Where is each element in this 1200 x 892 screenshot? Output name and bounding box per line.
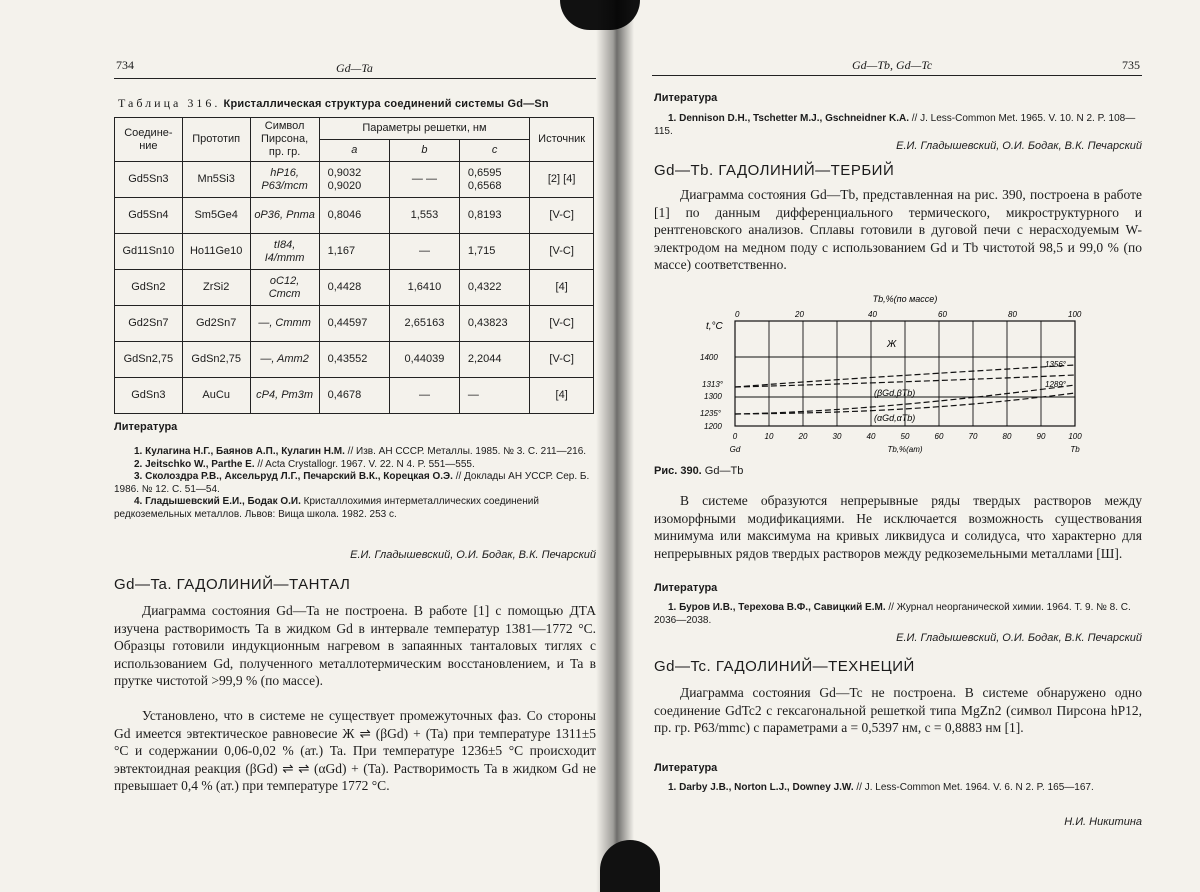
authors: Е.И. Гладышевский, О.И. Бодак, В.К. Печарский [350,549,596,561]
y-axis-label: t,°C [706,321,723,332]
bottom-tick: 30 [832,432,842,441]
reference-author: 1. Dennison D.H., Tschetter M.J., Gschneidner K.A. [668,113,909,124]
authors: Н.И. Никитина [1064,816,1142,828]
cell-b: 1,6410 [390,270,460,306]
cell-c: — [459,378,529,414]
cell-source: [4] [530,378,594,414]
cell-compound: Gd2Sn7 [115,306,183,342]
reference-author: 3. Сколоздра Р.В., Аксельруд Л.Г., Печарский В.К., Корецкая О.Э. [134,471,453,482]
y-tick: 1200 [704,422,722,431]
cell-c: 0,6595 0,6568 [459,162,529,198]
cell-b: 2,65163 [390,306,460,342]
right-element-label: Tb [1070,445,1080,454]
paragraph: Диаграмма состояния Gd—Ta не построена. В работе [1] с помощью ДТА изучена растворимость Ta в жидком Gd в интервале температур 1381—1772 °С. Образцы готовили индукционным нагревом в запаянных танталовых тиглях с использованием Gd, полученного металлотермическим восстановлением, и Ta в прутке чистотой >99,9 % (по массе). [114,603,596,688]
reference-author: 4. Гладышевский Е.И., Бодак О.И. [134,496,301,507]
reference-source: Кристаллохимия интерметаллических соединений редкоземельных металлов. Львов: Вища школа. 1982. 253 с. [114,496,539,520]
cell-compound: Gd5Sn3 [115,162,183,198]
y-tick: 1235° [700,409,721,418]
cell-c: 0,4322 [459,270,529,306]
bottom-tick: 90 [1036,432,1046,441]
header-c: c [459,140,529,162]
y-tick: 1313° [702,380,723,389]
bottom-tick: 40 [866,432,876,441]
reference-author: 1. Darby J.B., Norton L.J., Downey J.W. [668,782,854,793]
reference-source: // J. Less-Common Met. 1964. V. 6. N 2. P. 165—167. [853,782,1094,793]
bottom-tick: 100 [1068,432,1082,441]
running-header: Gd—Ta [336,61,373,75]
reference [114,459,596,472]
reference [654,602,1142,627]
phase-label-liquid: Ж [887,339,897,350]
authors: Е.И. Гладышевский, О.И. Бодак, В.К. Печарский [896,632,1142,644]
page-number: 734 [116,58,134,72]
cell-b: 0,44039 [390,342,460,378]
header-compound: Соедине-ние [115,118,183,162]
bottom-tick: 70 [968,432,978,441]
cell-source: [V-C] [530,342,594,378]
top-tick: 80 [1008,310,1017,319]
header-lattice: Параметры решетки, нм [319,118,530,140]
cell-prototype: AuCu [182,378,250,414]
phase-diagram-gd-tb [690,293,1110,473]
top-tick: 20 [795,310,804,319]
left-page [0,0,598,892]
section-title-gd-ta: Gd—Ta. ГАДОЛИНИЙ—ТАНТАЛ [114,576,351,593]
cell-pearson: oP36, Pnma [250,198,319,234]
table-row [115,306,594,342]
reference-source: // J. Less-Common Met. 1965. V. 10. N 2. P. 108—115. [654,113,1136,137]
cell-compound: GdSn2,75 [115,342,183,378]
cell-a: 0,4428 [319,270,389,306]
bottom-tick: 60 [934,432,944,441]
reference-source: // Acta Crystallogr. 1967. V. 22. N 4. P. 551—555. [254,458,475,470]
crystal-structure-table [114,117,594,414]
table-row [115,162,594,198]
cell-pearson: tI84, I4/mmm [250,234,319,270]
cell-compound: GdSn3 [115,378,183,414]
reference [654,782,1142,795]
vertical-gridlines [769,321,1041,426]
cell-c: 0,43823 [459,306,529,342]
cell-b: — [390,378,460,414]
cell-b: 1,553 [390,198,460,234]
cell-prototype: Ho11Ge10 [182,234,250,270]
literature-heading: Литература [114,421,178,433]
y-tick: 1300 [704,392,722,401]
paragraph: Установлено, что в системе не существует промежуточных фаз. Со стороны Gd имеется эвтектическое равновесие Ж ⇌ (βGd) + (Ta) при температуре 1311±5 °С и содержании 0,06-0,02 % (ат.) Ta. При температуре 1236±5 °С происходит эвтектоидная реакция (βGd) ⇌ ⇌ (αGd) + (Ta). Растворимость Ta в жидком Gd не превышает 0,4 % (ат.) при температуре 1772 °С. [114,708,596,793]
cell-a: 0,43552 [319,342,389,378]
header-b: b [390,140,460,162]
references-list [114,446,596,521]
cell-pearson: hP16, P63/mcm [250,162,319,198]
cell-a: 0,44597 [319,306,389,342]
cell-source: [V-C] [530,234,594,270]
phase-label-alpha: (αGd,αTb) [874,413,916,423]
cell-prototype: Gd2Sn7 [182,306,250,342]
cell-compound: Gd11Sn10 [115,234,183,270]
top-axis-label: Tb,%(по массе) [872,294,938,304]
left-element-label: Gd [729,445,741,454]
cell-c: 0,8193 [459,198,529,234]
header-rule [114,78,596,79]
literature-heading: Литература [654,92,718,104]
table-row [115,342,594,378]
paragraph: Диаграмма состояния Gd—Tc не построена. В системе обнаружено одно соединение GdTc2 с гексагональной решеткой типа MgZn2 (символ Пирсона hP12, пр. гр. P63/mmc) с параметрами a = 0,5397 нм, c = 0,8883 нм [1]. [654,685,1142,735]
header-pearson: Символ Пирсона, пр. гр. [250,118,319,162]
paragraph: В системе образуются непрерывные ряды твердых растворов между изоморфными модификациями. Не исключается возможность существования минимума или максимума на кривых ликвидуса и солидуса, что характерно для непрерывных рядов твердых растворов между редкоземельными металлами [Ш]. [654,493,1142,561]
reference-source: // Доклады АН УССР. Сер. Б. 1986. № 12. С. 51—54. [114,471,590,495]
figure-caption-text: Gd—Tb [701,465,744,477]
reference-author: 1. Буров И.В., Терехова В.Ф., Савицкий Е.М. [668,602,886,613]
table-row [115,234,594,270]
figure-caption-label: Рис. 390. [654,465,702,477]
cell-compound: GdSn2 [115,270,183,306]
header-prototype: Прототип [182,118,250,162]
reference-source: // Изв. АН СССР. Металлы. 1985. № 3. С. 211—216. [344,446,587,457]
top-tick: 40 [868,310,877,319]
bottom-ticks [733,432,1082,441]
cell-b: — [390,234,460,270]
temp-label-1289: 1289° [1045,380,1066,389]
bottom-axis-label: Tb,%(am) [887,445,923,454]
bottom-tick: 80 [1002,432,1012,441]
literature-heading: Литература [654,762,718,774]
table-caption-title: Кристаллическая структура соединений системы Gd—Sn [223,98,549,110]
cell-a: 0,4678 [319,378,389,414]
bottom-tick: 50 [900,432,910,441]
cell-prototype: GdSn2,75 [182,342,250,378]
cell-source: [4] [530,270,594,306]
cell-c: 1,715 [459,234,529,270]
cell-pearson: —, Cmmm [250,306,319,342]
cell-b: — — [390,162,460,198]
table-row [115,270,594,306]
cell-compound: Gd5Sn4 [115,198,183,234]
reference-author: 2. Jeitschko W., Parthe E. [134,458,255,470]
cell-a: 1,167 [319,234,389,270]
bottom-tick: 20 [798,432,808,441]
top-tick: 60 [938,310,947,319]
bottom-tick: 10 [764,432,774,441]
table-caption-prefix: Таблица 316. [118,96,221,110]
section-title-gd-tb: Gd—Tb. ГАДОЛИНИЙ—ТЕРБИЙ [654,162,895,179]
book-gutter [596,0,634,892]
y-tick: 1400 [700,353,718,362]
reference [114,446,596,459]
phase-diagram-svg [690,293,1110,473]
cell-source: [2] [4] [530,162,594,198]
reference [114,496,596,521]
cell-pearson: cP4, Pm3m [250,378,319,414]
reference-source: // Журнал неорганической химии. 1964. Т. 9. № 8. С. 2036—2038. [654,602,1131,626]
cell-prototype: Sm5Ge4 [182,198,250,234]
cell-source: [V-C] [530,198,594,234]
literature-heading: Литература [654,582,718,594]
table-caption [118,96,549,111]
paragraph: Диаграмма состояния Gd—Tb, представленная на рис. 390, построена в работе [1] по данным дифференциального термического, микроструктурного и рентгеновского анализов. Сплавы готовили в дуговой печи с нерасходуемым W-электродом на медном поду с использованием Gd и Tb чистотой 98,5 и 99,0 % (по массе) соответственно. [654,187,1142,272]
reference [114,471,596,496]
header-source: Источник [530,118,594,162]
cell-prototype: Mn5Si3 [182,162,250,198]
cell-pearson: oC12, Cmcm [250,270,319,306]
cell-prototype: ZrSi2 [182,270,250,306]
section-title-gd-tc: Gd—Tc. ГАДОЛИНИЙ—ТЕХНЕЦИЙ [654,658,915,675]
table-row [115,378,594,414]
running-header: Gd—Tb, Gd—Tc [852,58,933,72]
cell-source: [V-C] [530,306,594,342]
authors: Е.И. Гладышевский, О.И. Бодак, В.К. Печарский [896,140,1142,152]
cell-c: 2,2044 [459,342,529,378]
reference-author: 1. Кулагина Н.Г., Баянов А.П., Кулагин Н.М. [134,446,345,457]
reference [654,113,1142,138]
cell-a: 0,9032 0,9020 [319,162,389,198]
phase-label-beta: (βGd,βTb) [874,388,916,398]
bottom-tick: 0 [732,432,738,441]
top-tick: 0 [735,310,740,319]
header-a: a [319,140,389,162]
cell-pearson: —, Amm2 [250,342,319,378]
table-row [115,198,594,234]
temp-label-1356: 1356° [1045,360,1066,369]
top-tick: 100 [1068,310,1082,319]
page-number: 735 [1122,58,1140,72]
cell-a: 0,8046 [319,198,389,234]
header-rule [652,75,1142,76]
